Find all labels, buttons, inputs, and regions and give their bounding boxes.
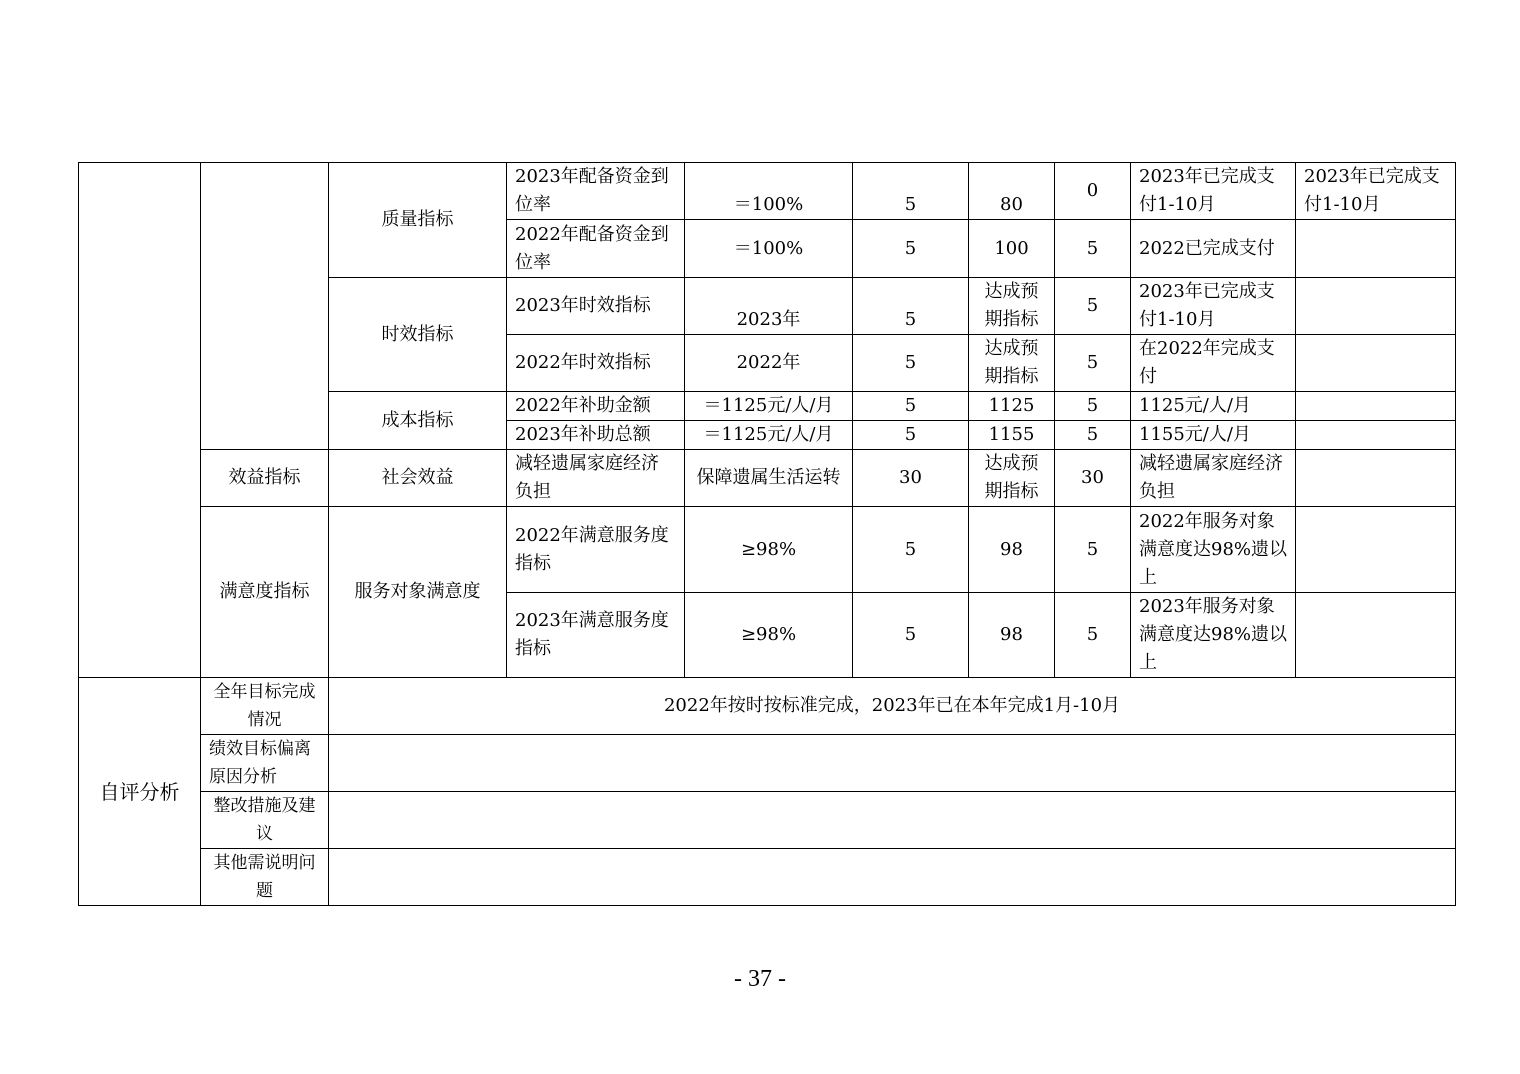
table-row [79, 792, 1456, 849]
group-cell-cost: 成本指标 [329, 392, 507, 450]
performance-table [78, 162, 1456, 906]
desc-cell: 2023年服务对象满意度达98%遗以上 [1131, 593, 1296, 678]
score-cell: 5 [1055, 335, 1131, 392]
item-cell: 2023年满意服务度指标 [507, 593, 685, 678]
weight-cell: 30 [853, 450, 969, 507]
note-cell [1296, 450, 1456, 507]
actual-cell: 98 [969, 507, 1055, 593]
desc-cell: 1155元/人/月 [1131, 421, 1296, 450]
note-cell [1296, 392, 1456, 421]
score-cell: 5 [1055, 421, 1131, 450]
level1-cell-satisfaction: 满意度指标 [201, 507, 329, 678]
item-cell: 2022年时效指标 [507, 335, 685, 392]
score-cell: 30 [1055, 450, 1131, 507]
page-number: - 37 - [734, 966, 786, 992]
item-cell: 2022年满意服务度指标 [507, 507, 685, 593]
target-cell: ＝100% [685, 163, 853, 220]
weight-cell: 5 [853, 507, 969, 593]
self-eval-label: 自评分析 [79, 678, 201, 906]
self-eval-item-value [329, 735, 1456, 792]
target-cell: 2022年 [685, 335, 853, 392]
weight-cell: 5 [853, 220, 969, 278]
group-cell-service: 服务对象满意度 [329, 507, 507, 678]
weight-cell: 5 [853, 392, 969, 421]
table-row [79, 849, 1456, 906]
group-cell-quality: 质量指标 [329, 163, 507, 278]
actual-cell: 1125 [969, 392, 1055, 421]
score-cell: 0 [1055, 163, 1131, 220]
item-cell: 2023年配备资金到位率 [507, 163, 685, 220]
desc-cell: 2022已完成支付 [1131, 220, 1296, 278]
desc-cell: 2023年已完成支付1-10月 [1131, 278, 1296, 335]
target-cell: ≥98% [685, 593, 853, 678]
note-cell [1296, 593, 1456, 678]
self-eval-item-label: 绩效目标偏离原因分析 [201, 735, 329, 792]
note-cell [1296, 507, 1456, 593]
score-cell: 5 [1055, 220, 1131, 278]
note-cell [1296, 335, 1456, 392]
weight-cell: 5 [853, 335, 969, 392]
score-cell: 5 [1055, 593, 1131, 678]
desc-cell: 减轻遗属家庭经济负担 [1131, 450, 1296, 507]
desc-cell: 在2022年完成支付 [1131, 335, 1296, 392]
note-cell: 2023年已完成支付1-10月 [1296, 163, 1456, 220]
self-eval-item-value [329, 849, 1456, 906]
note-cell [1296, 278, 1456, 335]
table-row [79, 678, 1456, 735]
target-cell: ＝1125元/人/月 [685, 421, 853, 450]
level0-cell [79, 163, 201, 678]
group-cell-social: 社会效益 [329, 450, 507, 507]
score-cell: 5 [1055, 278, 1131, 335]
item-cell: 2022年配备资金到位率 [507, 220, 685, 278]
actual-cell: 1155 [969, 421, 1055, 450]
item-cell: 2023年时效指标 [507, 278, 685, 335]
desc-cell: 2022年服务对象满意度达98%遗以上 [1131, 507, 1296, 593]
weight-cell: 5 [853, 593, 969, 678]
note-cell [1296, 220, 1456, 278]
table-row [79, 735, 1456, 792]
weight-cell: 5 [853, 278, 969, 335]
actual-cell: 达成预期指标 [969, 335, 1055, 392]
score-cell: 5 [1055, 507, 1131, 593]
target-cell: 保障遗属生活运转 [685, 450, 853, 507]
actual-cell: 98 [969, 593, 1055, 678]
weight-cell: 5 [853, 421, 969, 450]
table-row [79, 450, 1456, 507]
self-eval-item-label: 全年目标完成情况 [201, 678, 329, 735]
item-cell: 减轻遗属家庭经济负担 [507, 450, 685, 507]
self-eval-item-value: 2022年按时按标准完成，2023年已在本年完成1月-10月 [329, 678, 1456, 735]
table-row [79, 507, 1456, 593]
note-cell [1296, 421, 1456, 450]
desc-cell: 1125元/人/月 [1131, 392, 1296, 421]
item-cell: 2022年补助金额 [507, 392, 685, 421]
actual-cell: 80 [969, 163, 1055, 220]
target-cell: ＝1125元/人/月 [685, 392, 853, 421]
self-eval-item-label: 其他需说明问题 [201, 849, 329, 906]
weight-cell: 5 [853, 163, 969, 220]
score-cell: 5 [1055, 392, 1131, 421]
target-cell: ≥98% [685, 507, 853, 593]
actual-cell: 达成预期指标 [969, 278, 1055, 335]
actual-cell: 达成预期指标 [969, 450, 1055, 507]
item-cell: 2023年补助总额 [507, 421, 685, 450]
table-row [79, 163, 1456, 220]
level1-cell-benefit: 效益指标 [201, 450, 329, 507]
self-eval-item-value [329, 792, 1456, 849]
group-cell-timeliness: 时效指标 [329, 278, 507, 392]
desc-cell: 2023年已完成支付1-10月 [1131, 163, 1296, 220]
target-cell: 2023年 [685, 278, 853, 335]
target-cell: ＝100% [685, 220, 853, 278]
self-eval-item-label: 整改措施及建议 [201, 792, 329, 849]
actual-cell: 100 [969, 220, 1055, 278]
level1-cell [201, 163, 329, 450]
